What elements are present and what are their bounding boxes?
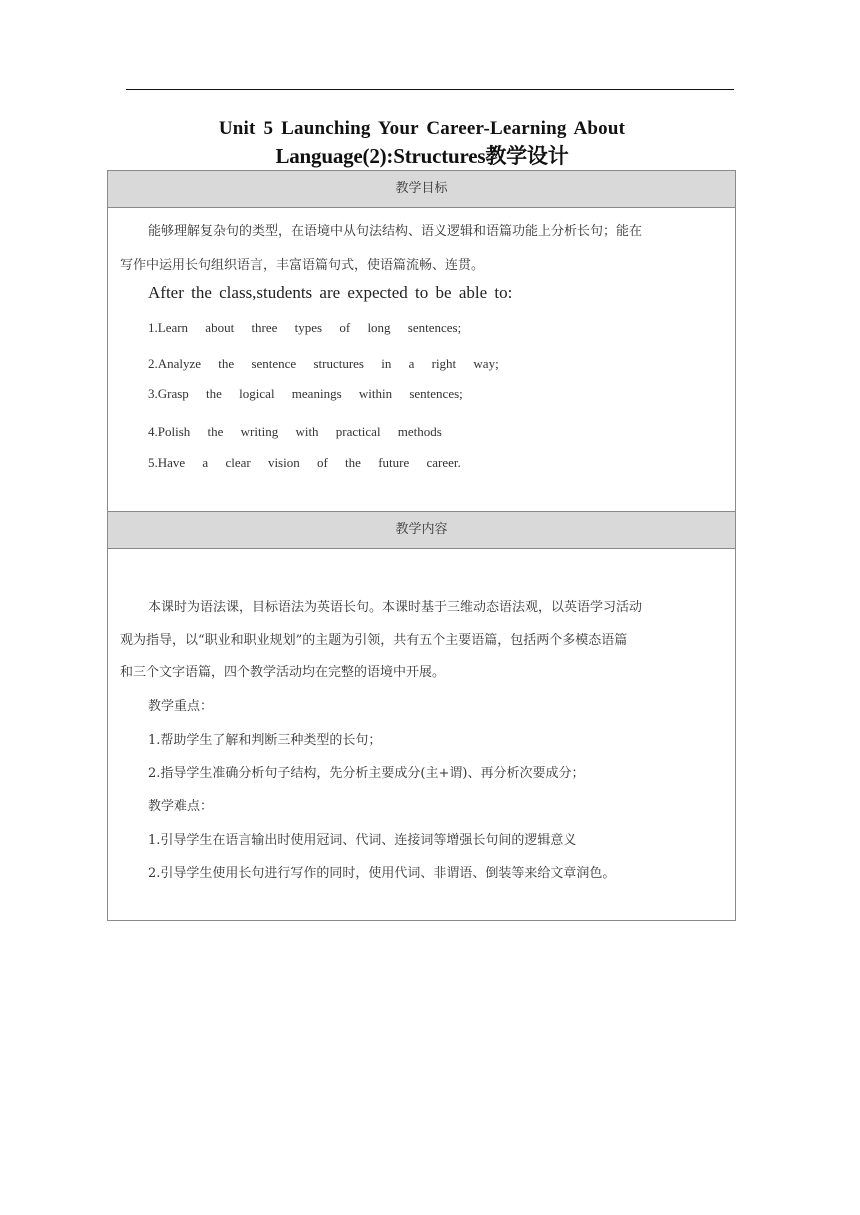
header-rule [126, 89, 734, 90]
content-header: 教学内容 [108, 511, 735, 549]
objective-item: 5.Have a clear vision of the future career. [148, 455, 461, 470]
difficulty-label: 教学难点： [148, 799, 214, 814]
key-point-item: 1.帮助学生了解和判断三种类型的长句； [148, 733, 382, 748]
content-cell [108, 549, 735, 920]
objective-item: 1.Learn about three types of long sentences; [148, 320, 462, 335]
objectives-cn-line-2: 写作中运用长句组织语言，丰富语篇句式，使语篇流畅、连贯。 [120, 258, 485, 273]
objectives-intro: After the class,students are expected to be able to: [148, 283, 513, 302]
objectives-cn-line-1: 能够理解复杂句的类型，在语境中从句法结构、语义逻辑和语篇功能上分析长句；能在 [148, 224, 643, 239]
document-title-line-2: Language(2):Structures教学设计 [275, 144, 569, 168]
objectives-header: 教学目标 [108, 170, 735, 208]
difficulty-item: 1.引导学生在语言输出时使用冠词、代词、连接词等增强长句间的逻辑意义 [148, 833, 577, 848]
key-points-label: 教学重点： [148, 699, 214, 714]
objective-item: 3.Grasp the logical meanings within sentences; [148, 386, 463, 401]
document-title-line-1: Unit 5 Launching Your Career-Learning About [218, 118, 626, 139]
objectives-cell [108, 208, 735, 511]
content-para-line-1: 本课时为语法课，目标语法为英语长句。本课时基于三维动态语法观，以英语学习活动 [148, 600, 643, 615]
objective-item: 4.Polish the writing with practical methods [148, 424, 442, 439]
difficulty-item: 2.引导学生使用长句进行写作的同时，使用代词、非谓语、倒装等来给文章润色。 [148, 866, 616, 881]
content-para-line-3: 和三个文字语篇，四个教学活动均在完整的语境中开展。 [120, 665, 446, 680]
objective-item: 2.Analyze the sentence structures in a right way; [148, 356, 499, 371]
lesson-plan-table [107, 170, 736, 921]
key-point-item: 2.指导学生准确分析句子结构，先分析主要成分(主+谓)、再分析次要成分； [148, 766, 585, 781]
content-para-line-2: 观为指导，以“职业和职业规划”的主题为引领，共有五个主要语篇，包括两个多模态语篇 [120, 633, 628, 648]
